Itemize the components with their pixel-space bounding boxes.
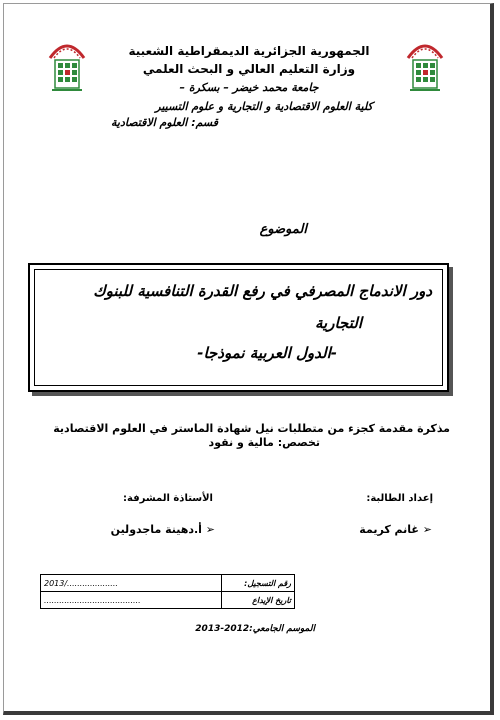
supervisor-label: الأستاذة المشرفة: [123,493,213,504]
topic-label: الموضوع [259,222,307,237]
academic-season: الموسم الجامعي:2012-2013 [195,624,315,634]
title-line-1: دور الاندماج المصرفي في رفع القدرة التنافسية للبنوك [93,282,432,300]
registration-number-value: ..................../2013 [41,575,222,592]
header-faculty: كلية العلوم الاقتصادية و التجارية و علوم التسيير [155,100,373,113]
title-frame [28,263,449,392]
header-ministry: وزارة التعليم العالي و البحث العلمي [142,62,356,76]
university-logo-icon [404,36,446,96]
registration-table [40,574,295,609]
memo-description: مذكرة مقدمة كجزء من متطلبات نيل شهادة الماستر في العلوم الاقتصادية [53,422,450,435]
table-row [41,592,295,609]
title-line-2: التجارية [315,314,362,332]
memo-specialty: تخصص: مالية و نقود [208,436,320,449]
header-university: جامعة محمد خيضر – بسكرة – [179,81,319,94]
registration-number-label: رقم التسجيل: [222,575,295,592]
supervisor-name: ➢ أ.دهينة ماجدولين [110,523,215,536]
university-logo-icon [46,36,88,96]
header-republic: الجمهورية الجزائرية الديمقراطية الشعبية [128,44,370,58]
deposit-date-label: تاريخ الإيداع [222,592,295,609]
deposit-date-value: ...................................... [41,592,222,609]
student-label: إعداد الطالبة: [366,493,433,504]
document-page [3,3,494,715]
title-inner-frame [34,269,443,386]
student-name: ➢ غانم كريمة [359,523,432,536]
table-row [41,575,295,592]
header-department: قسم: العلوم الاقتصادية [111,116,218,129]
title-line-3: -الدول العربية نموذجا- [197,344,337,362]
